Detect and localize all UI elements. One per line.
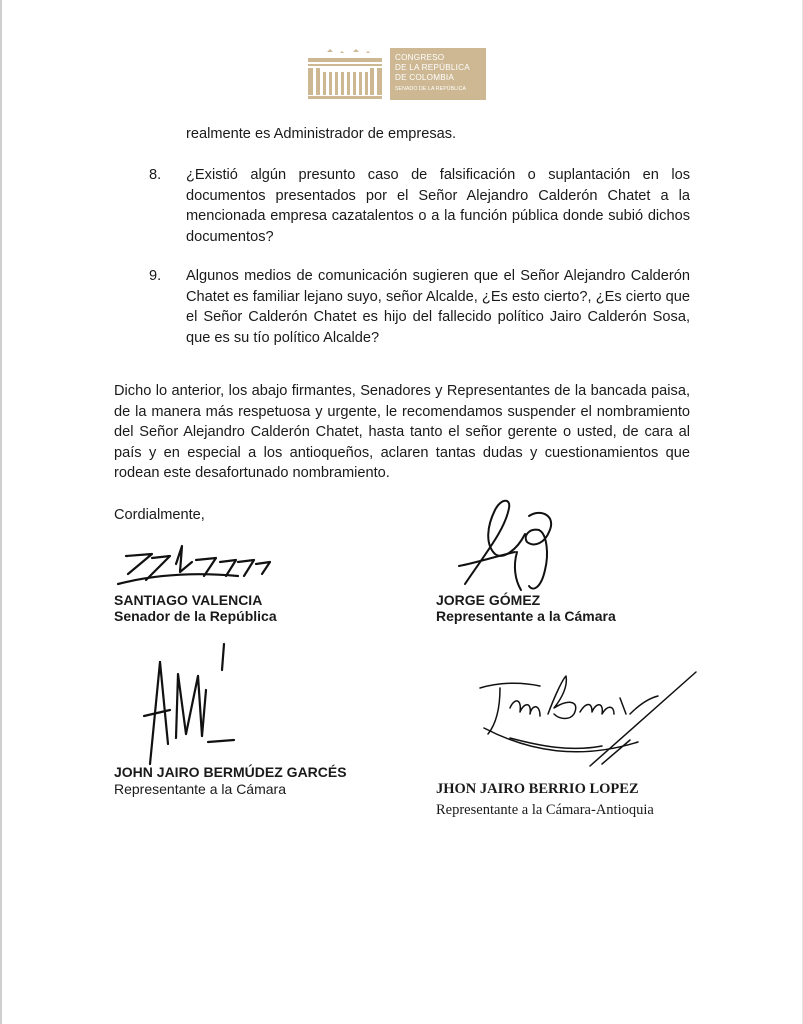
list-item-number: 8. xyxy=(149,167,162,183)
signatory-role: Representante a la Cámara-Antioquia xyxy=(436,802,654,818)
logo-line: SENADO DE LA REPÚBLICA xyxy=(395,86,467,92)
signature-santiago-valencia xyxy=(112,540,282,592)
signatory-name: JOHN JAIRO BERMÚDEZ GARCÉS xyxy=(114,764,347,780)
logo-text-box xyxy=(390,48,486,100)
page-edge xyxy=(0,0,2,1024)
continuation-line: realmente es Administrador de empresas. xyxy=(186,126,457,142)
signatory-name: JHON JAIRO BERRIO LOPEZ xyxy=(436,781,639,797)
signature-jorge-gomez xyxy=(445,494,570,594)
logo-line: CONGRESO xyxy=(395,53,445,62)
logo-line: DE COLOMBIA xyxy=(395,73,455,82)
signatory-name: SANTIAGO VALENCIA xyxy=(114,592,263,608)
body-paragraph: Dicho lo anterior, los abajo firmantes, Senadores y Representantes de la bancada paisa, de la manera más respetuosa y urgente, le recomendamos suspender el nombramiento del Señor Alejandro Calderón Chatet, hasta tanto el señor gerente o usted, de cara al país y en especial a los antioqueños, aclaren tantas dudas y cuestionamientos que rodean este desafortunado nombramiento. xyxy=(114,383,690,482)
closing-line: Cordialmente, xyxy=(114,507,205,523)
logo-line: DE LA REPÚBLICA xyxy=(395,63,470,72)
signature-john-jairo-bermudez xyxy=(138,640,258,770)
list-item-number: 9. xyxy=(149,268,162,284)
signatory-name: JORGE GÓMEZ xyxy=(436,592,541,608)
signature-jhon-jairo-berrio xyxy=(470,668,700,778)
signatory-role: Senador de la República xyxy=(114,608,277,624)
list-item-text: Algunos medios de comunicación sugieren que el Señor Alejandro Calderón Chatet es familiar lejano suyo, señor Alcalde, ¿Es esto cierto?, ¿Es cierto que el Señor Calderón Chatet es hijo del fallecido político Jairo Calderón Sosa, que es su tío político Alcalde? xyxy=(186,268,690,346)
signatory-role: Representante a la Cámara xyxy=(436,608,616,624)
capitol-emblem-icon xyxy=(304,48,386,100)
congreso-logo xyxy=(304,48,486,100)
list-item-text: ¿Existió algún presunto caso de falsificación o suplantación en los documentos presentados por el Señor Alejandro Calderón Chatet a la mencionada empresa cazatalentos o a la función pública donde subió dichos documentos? xyxy=(186,167,690,245)
signatory-role: Representante a la Cámara xyxy=(114,781,286,797)
